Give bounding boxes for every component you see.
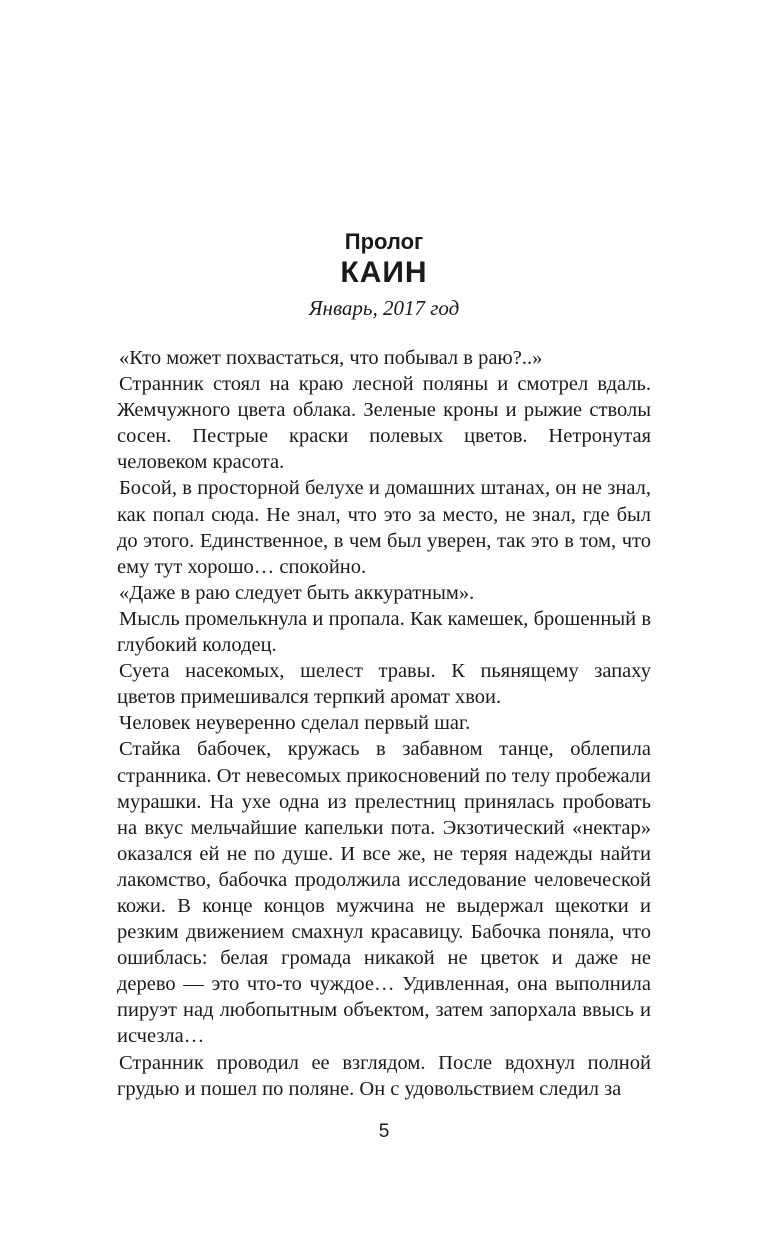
paragraph: «Даже в раю следует быть аккуратным». <box>119 581 475 604</box>
chapter-title: КАИН <box>340 256 428 289</box>
paragraph: Человек неуверенно сделал первый шаг. <box>119 712 471 735</box>
paragraph: Суета насекомых, шелест травы. К пьянящему запаху цветов примешивался терпкий аромат хвои. <box>117 660 651 709</box>
chapter-label: Пролог <box>344 229 424 254</box>
paragraph: Странник проводил ее взглядом. После вдохнул полной грудью и пошел по поляне. Он с удовольствием следил за <box>117 1051 651 1100</box>
paragraph: Странник стоял на краю лесной поляны и смотрел вдаль. Жемчужного цвета облака. Зеленые кроны и рыжие стволы сосен. Пестрые краски полевых цветов. Нетронутая человеком красота. <box>117 373 651 474</box>
paragraph: Стайка бабочек, кружась в забавном танце, облепила странника. От невесомых прикосновений по телу пробежали мурашки. На ухе одна из прелестниц принялась пробовать на вкус мельчайшие капельки пота. Экзотический «нектар» оказался ей не по душе. И все же, не теряя надежды найти лакомство, бабочка продолжила исследование человеческой кожи. В конце концов мужчина не выдержал щекотки и резким движением смахнул красавицу. Бабочка поняла, что ошиблась: белая громада никакой не цветок и даже не дерево — это что-то чуждое… Удивленная, она выполнила пируэт над любопытным объектом, затем запорхала ввысь и исчезла… <box>117 738 651 1048</box>
body-text <box>117 345 651 1102</box>
paragraph: Босой, в просторной белухе и домашних штанах, он не знал, как попал сюда. Не знал, что это за место, не знал, где был до этого. Единственное, в чем был уверен, так это в том, что ему тут хорошо… спокойно. <box>117 477 651 578</box>
paragraph: «Кто может похвастаться, что побывал в раю?..» <box>119 347 543 369</box>
page-number: 5 <box>378 1121 390 1142</box>
paragraph: Мысль промелькнула и пропала. Как камешек, брошенный в глубокий колодец. <box>117 607 651 657</box>
chapter-date: Январь, 2017 год <box>308 296 460 320</box>
